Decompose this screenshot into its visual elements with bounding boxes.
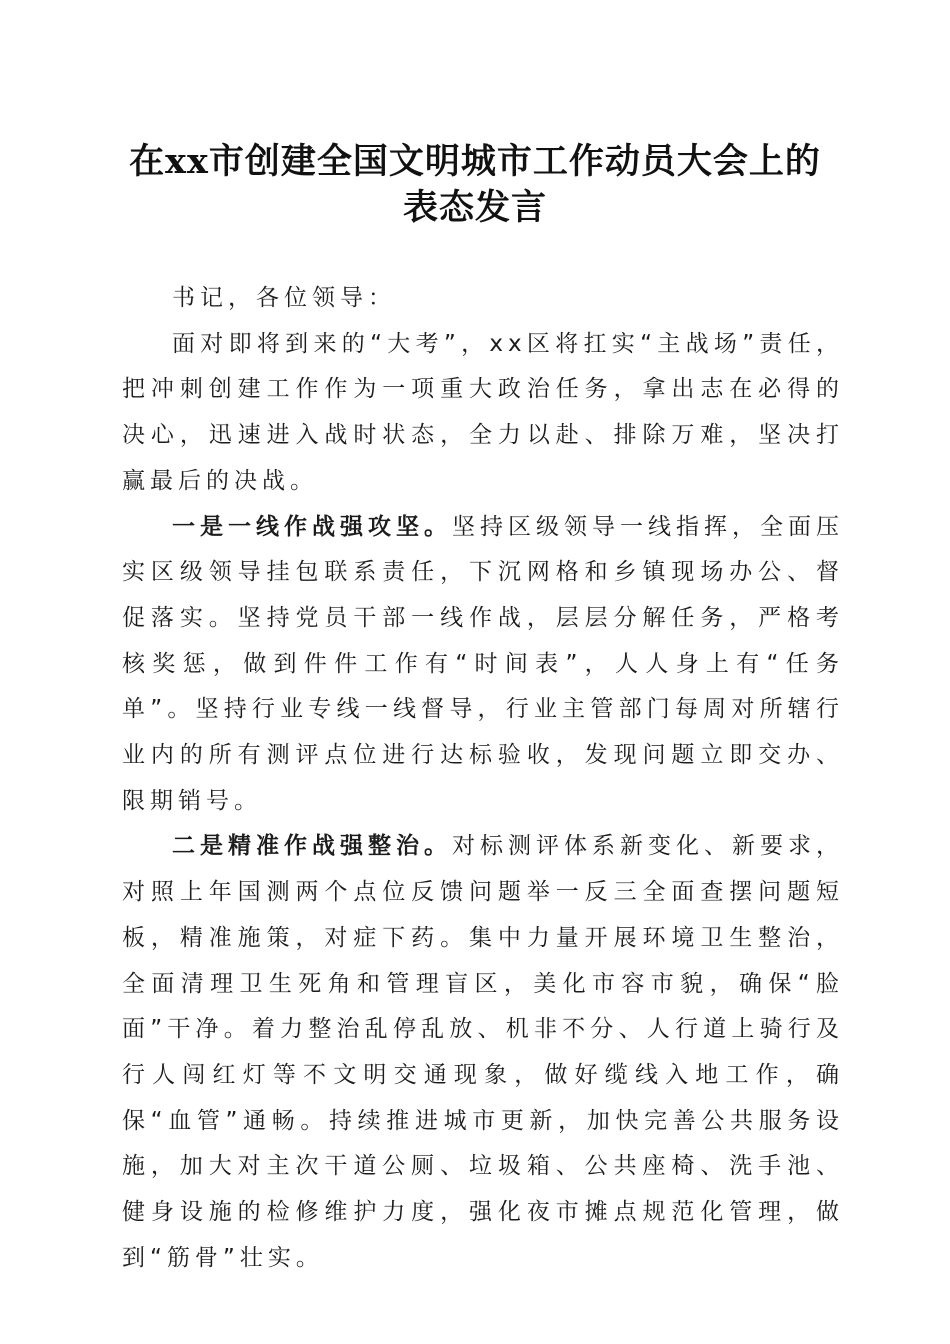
paragraph-intro xyxy=(122,322,844,505)
document-title-line-1: 在xx市创建全国文明城市工作动员大会上的 xyxy=(129,141,821,182)
paragraph-intro-text: 面对即将到来的“大考”，xx区将扛实“主战场”责任，把冲刺创建工作作为一项重大政治任务，拿出志在必得的决心，迅速进入战时状态，全力以赴、排除万难，坚决打赢最后的决战。 xyxy=(122,330,844,494)
document-body xyxy=(122,276,844,1281)
paragraph-item-1-lead: 一是一线作战强攻坚。 xyxy=(172,513,452,540)
paragraph-item-2-text: 对标测评体系新变化、新要求，对照上年国测两个点位反馈问题举一反三全面查摆问题短板，精准施策，对症下药。集中力量开展环境卫生整治，全面清理卫生死角和管理盲区，美化市容市貌，确保“脸面”干净。着力整治乱停乱放、机非不分、人行道上骑行及行人闯红灯等不文明交通现象，做好缆线入地工作，确保“血管”通畅。持续推进城市更新，加快完善公共服务设施，加大对主次干道公厕、垃圾箱、公共座椅、洗手池、健身设施的检修维护力度，强化夜市摊点规范化管理，做到“筋骨”壮实。 xyxy=(122,833,844,1271)
paragraph-item-2 xyxy=(122,824,844,1281)
paragraph-item-1 xyxy=(122,505,844,825)
paragraph-item-1-text: 坚持区级领导一线指挥，全面压实区级领导挂包联系责任，下沉网格和乡镇现场办公、督促落实。坚持党员干部一线作战，层层分解任务，严格考核奖惩，做到件件工作有“时间表”，人人身上有“任务单”。坚持行业专线一线督导，行业主管部门每周对所辖行业内的所有测评点位进行达标验收，发现问题立即交办、限期销号。 xyxy=(122,513,844,814)
document-title-line-2: 表态发言 xyxy=(402,187,547,228)
salutation: 书记，各位领导： xyxy=(172,285,396,311)
paragraph-item-2-lead: 二是精准作战强整治。 xyxy=(172,833,452,860)
